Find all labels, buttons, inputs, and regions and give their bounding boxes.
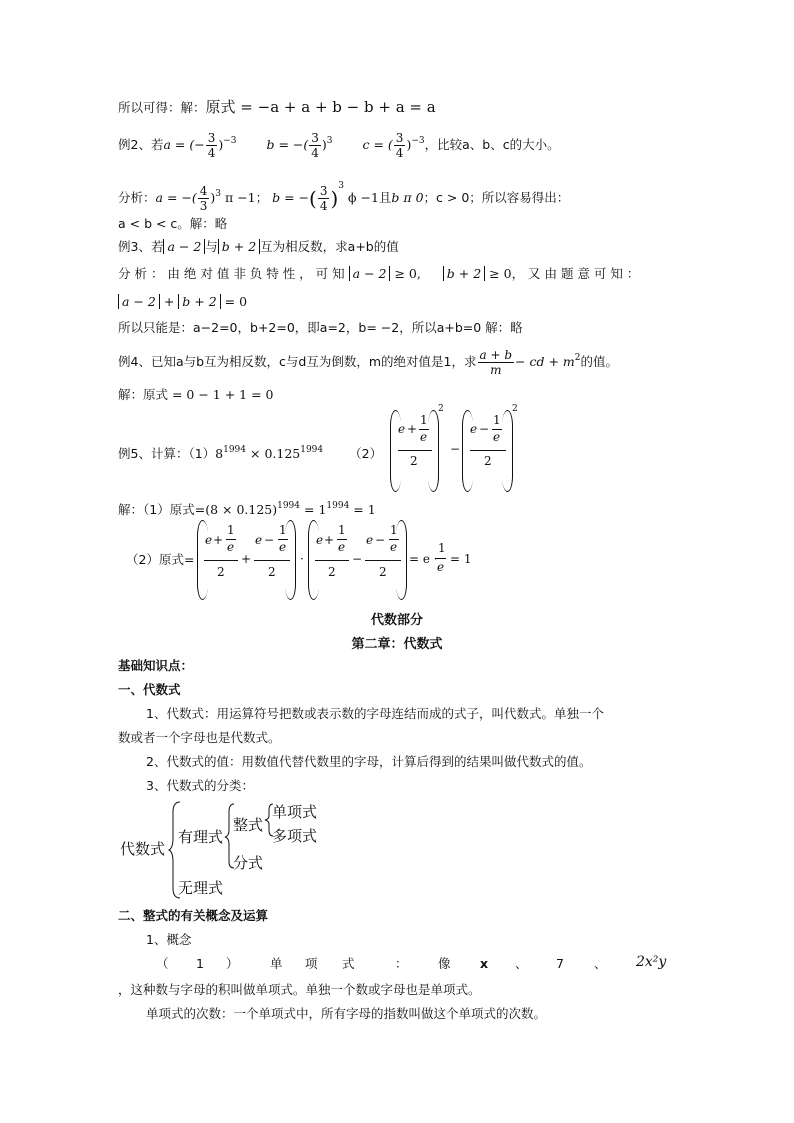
section-2-heading: 二、整式的有关概念及运算: [118, 908, 269, 923]
fraction-3-4-analysis: [318, 184, 330, 213]
md-7: ：: [395, 956, 408, 971]
one: 1: [279, 523, 287, 537]
abs-a-minus-2: a − 2: [118, 294, 160, 309]
plus: +: [324, 533, 335, 547]
two: 2: [410, 454, 418, 468]
frac-num: a + b: [479, 348, 513, 362]
exponent: 1994: [300, 445, 324, 455]
md-1: （: [156, 956, 169, 971]
plus-sign: +: [163, 294, 175, 309]
abs-b-plus-2: b + 2: [218, 239, 260, 254]
basics-heading: 基础知识点：: [118, 658, 194, 673]
md-2: 1: [196, 956, 204, 971]
example-3-tail: 互为相反数，求a+b的值: [260, 239, 399, 254]
minus: −: [375, 533, 386, 547]
part-2-label: （2）: [349, 446, 383, 461]
solution-prefix: 所以可得：解：: [118, 100, 206, 115]
paren-right: [502, 410, 513, 492]
md-11: 7: [556, 956, 564, 971]
var-e: e: [470, 422, 478, 436]
paragraph-2: 2、代数式的值：用数值代替代数里的字母，计算后得到的结果叫做代数式的值。: [146, 754, 592, 769]
minus: −: [264, 533, 275, 547]
exponent: −3: [411, 136, 425, 146]
expr-b: b = −(: [266, 137, 309, 152]
line-abs-sum: [118, 293, 247, 311]
result-prefix: = e ·: [409, 552, 438, 566]
md-13: 2x²y: [636, 954, 667, 970]
tree-fraction: 分式: [233, 854, 264, 872]
tree-monomial: 单项式: [272, 803, 318, 821]
plus: +: [213, 533, 224, 547]
expr-a-rest: π −1；: [225, 190, 269, 205]
tree-polynomial: 多项式: [272, 827, 318, 845]
var-e: e: [493, 430, 501, 444]
example-2: 例2、若a = (− $\frac{3}{4}$ )$^{-3}$ b = −( $\frac{3}{4}$ )$^3$ c = ( $\frac{3}{4}$ )$^{-3}$，比较a、b、c的大小。: [118, 131, 560, 160]
analysis-2: 分析：a = −( $\frac{4}{3}$ )$^3$ π −1； b = −( $\frac{3}{4}$ )$^3$ ϕ −1且b π 0；c > 0；所以容易得出：: [118, 181, 570, 213]
expr-a: a = (−: [163, 137, 205, 152]
abs-a-minus-2: a − 2: [163, 239, 205, 254]
exponent: 1994: [277, 501, 301, 511]
section-heading-algebra: 代数部分: [370, 613, 423, 628]
md-3: ）: [226, 956, 239, 971]
analysis-3: [118, 265, 639, 283]
fraction-3-4: [206, 131, 218, 160]
exponent: 1994: [223, 445, 247, 455]
frac-den: 3: [199, 199, 208, 213]
exponent: −3: [223, 136, 237, 146]
conj: 与: [205, 239, 218, 254]
exponent: 1994: [326, 501, 350, 511]
md-9: x: [480, 956, 489, 971]
frac-num: 3: [319, 184, 328, 198]
solution-4: 解：原式 = 0 − 1 + 1 = 0: [118, 387, 274, 402]
monomial-definition-2: ，这种数与字母的积叫做单项式。单独一个数或字母也是单项式。: [118, 982, 481, 997]
minus: −: [352, 552, 363, 566]
example-4: [118, 340, 618, 380]
ge-zero: ≥ 0: [489, 266, 512, 281]
frac-line: [315, 560, 349, 561]
abs-b-plus-2: b + 2: [178, 294, 220, 309]
times-0125: × 0.125: [250, 446, 301, 461]
result: = 1: [353, 502, 376, 517]
analysis-tail: ；c > 0；所以容易得出：: [423, 190, 570, 205]
equals-zero: = 0: [224, 294, 248, 309]
var-e: e: [338, 540, 346, 554]
line-result-2: a < b < c。解：略: [118, 216, 228, 231]
one: 1: [390, 523, 398, 537]
two: 2: [484, 454, 492, 468]
expr-b-condition: b π 0: [391, 190, 424, 205]
abs-b-plus-2: b + 2: [443, 266, 485, 281]
fraction-4-3: [198, 184, 210, 213]
frac-line: [436, 558, 446, 559]
example-4-text: 例4、已知a与b互为相反数，c与d互为倒数，m的绝对值是1，求: [118, 354, 477, 369]
example-5: [118, 441, 382, 463]
analysis-3-text: 分 析 ： 由 绝 对 值 非 负 特 性 ， 可 知: [118, 266, 345, 281]
md-10: 、: [515, 956, 528, 971]
formula-original: 原式 = −a + a + b − b + a = a: [205, 98, 436, 116]
var-e: e: [366, 533, 374, 547]
var-e: e: [390, 540, 398, 554]
var-e: e: [420, 430, 428, 444]
one: 1: [338, 523, 346, 537]
exponent: 2: [574, 353, 581, 363]
var-e: e: [227, 540, 235, 554]
tree-integral: 整式: [233, 816, 264, 834]
two: 2: [268, 565, 276, 579]
minus: −: [479, 422, 490, 436]
two: 2: [379, 565, 387, 579]
example-2-tail: ，比较a、b、c的大小。: [424, 137, 560, 152]
example-4-tail: 的值。: [580, 354, 619, 369]
md-5: 项: [305, 956, 318, 971]
paren-right: [285, 520, 296, 600]
minus: −: [450, 442, 461, 456]
line-solution-4: [118, 386, 274, 404]
frac-den: m: [490, 363, 502, 377]
line-solution-1: [118, 98, 436, 117]
analysis-3-text2: ， 又 由 题 意 可 知 ：: [511, 266, 640, 281]
expr-b: b = −: [272, 190, 310, 205]
frac-num: 3: [395, 131, 404, 145]
dot: ·: [300, 552, 304, 566]
tree-irrational: 无理式: [178, 879, 224, 897]
expr-a: a = −(: [155, 190, 197, 205]
expr-rest: − cd + m: [515, 354, 575, 369]
solution-5-part-1: [118, 497, 376, 519]
frac-den: 4: [319, 199, 328, 213]
md-4: 单: [270, 956, 283, 971]
chapter-heading: 第二章：代数式: [351, 637, 443, 652]
frac-den: 4: [207, 146, 216, 160]
frac-num: 3: [311, 131, 319, 145]
one: 1: [420, 413, 428, 427]
plus: +: [407, 422, 418, 436]
abs-a-minus-2: a − 2: [349, 266, 391, 281]
plus: +: [241, 552, 252, 566]
frac-num: 3: [207, 131, 216, 145]
expr-product: (8 × 0.125): [205, 502, 278, 517]
analysis-label: 分析：: [118, 190, 156, 205]
paren-right: [396, 520, 407, 600]
fraction-a-plus-b-over-m: [478, 348, 515, 377]
section-1-heading: 一、代数式: [118, 682, 181, 697]
example-5-label: 例5、计算：（1）: [118, 446, 216, 461]
ge-zero: ≥ 0,: [394, 266, 421, 281]
var-e: e: [398, 422, 406, 436]
var-e: e: [316, 533, 324, 547]
exponent: 2: [438, 404, 444, 414]
md-12: 、: [594, 956, 607, 971]
tree-rational: 有理式: [178, 828, 224, 846]
md-6: 式: [342, 956, 355, 971]
expr-b-rest: ϕ −1且: [348, 190, 392, 205]
frac-line: [398, 450, 432, 451]
frac-den: 4: [311, 146, 319, 160]
example-3: [118, 238, 399, 256]
solution-5-part-2-label: （2）原式=: [126, 552, 195, 567]
frac-num: 4: [199, 184, 208, 198]
one: 1: [227, 523, 235, 537]
fraction-3-4-b: [309, 131, 321, 160]
frac-den: 4: [395, 146, 404, 160]
var-e: e: [255, 533, 263, 547]
paragraph-1b: 数或者一个字母也是代数式。: [118, 730, 281, 745]
example-3-label: 例3、若: [118, 239, 164, 254]
result-end: = 1: [450, 552, 472, 566]
base-8: 8: [215, 446, 224, 461]
monomial-degree: 单项式的次数：一个单项式中，所有字母的指数叫做这个单项式的次数。: [146, 1006, 547, 1021]
two: 2: [328, 565, 336, 579]
var-e: e: [279, 540, 287, 554]
tree-root: 代数式: [120, 840, 166, 858]
frac-line: [470, 450, 506, 451]
solution-5-label: 解：（1）原式=: [118, 502, 206, 517]
frac-num: 1: [438, 541, 446, 555]
equals-one: = 1: [304, 502, 327, 517]
expr-c: c = (: [362, 137, 393, 152]
fraction-3-4-c: [394, 131, 406, 160]
exponent: 3: [326, 136, 333, 146]
one: 1: [493, 413, 501, 427]
two: 2: [217, 565, 225, 579]
frac-line: [204, 560, 238, 561]
line-result-3: 所以只能是：a−2=0，b+2=0，即a=2，b= −2，所以a+b=0 解：略: [118, 320, 523, 335]
frac-den: e: [437, 560, 445, 574]
concept-heading: 1、概念: [146, 932, 192, 947]
paragraph-3: 3、代数式的分类：: [146, 778, 254, 793]
paragraph-1a: 1、代数式：用运算符号把数或表示数的字母连结而成的式子，叫代数式。单独一个: [146, 706, 604, 721]
exponent: 2: [512, 404, 518, 414]
example-2-label: 例2、若: [118, 137, 164, 152]
md-8: 像: [438, 956, 451, 971]
var-e: e: [205, 533, 213, 547]
paren-right: [428, 410, 439, 492]
